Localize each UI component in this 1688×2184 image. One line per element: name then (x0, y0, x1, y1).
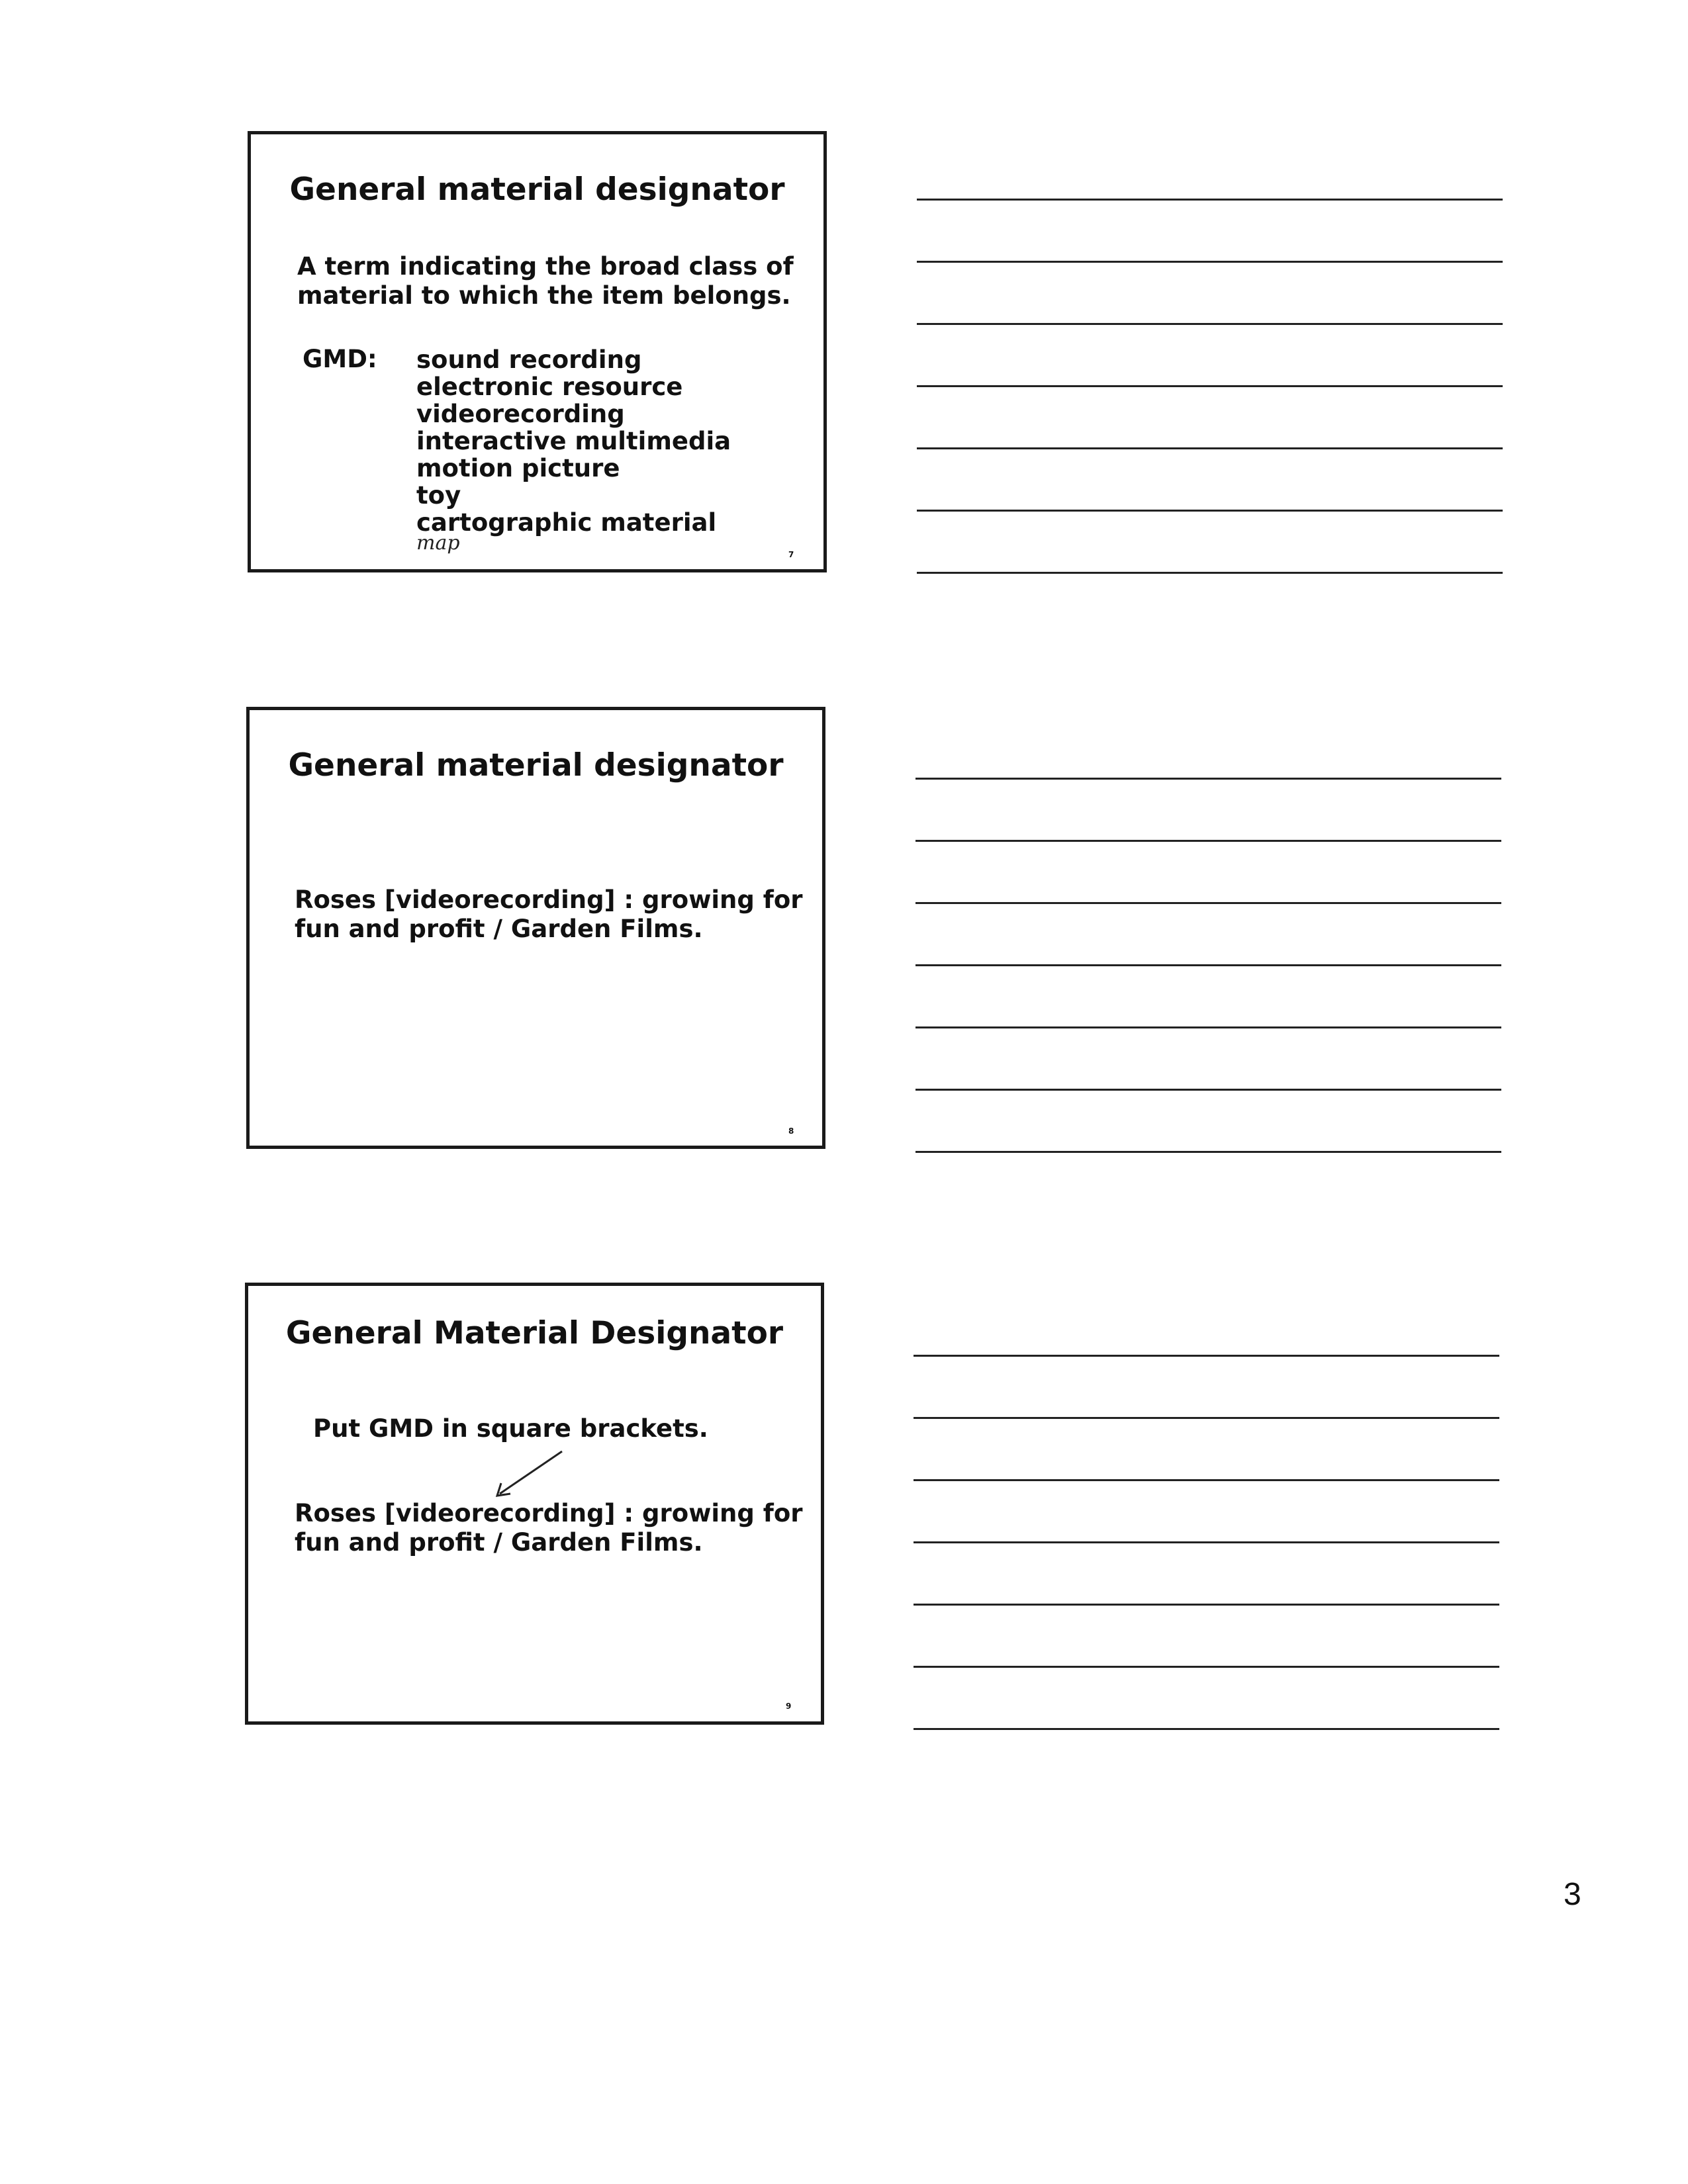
note-line (917, 385, 1503, 387)
note-line (914, 1728, 1499, 1730)
note-line (914, 1666, 1499, 1668)
note-line (917, 323, 1503, 325)
note-line (914, 1417, 1499, 1419)
slide-1-number: 7 (788, 550, 794, 559)
gmd-term: sound recording (416, 345, 642, 374)
gmd-term: interactive multimedia (416, 427, 731, 455)
slide-2-number: 8 (788, 1126, 794, 1136)
note-line (917, 261, 1503, 263)
gmd-term: electronic resource (416, 373, 683, 401)
slide-1-title: General material designator (289, 171, 785, 208)
note-line (914, 1541, 1499, 1543)
note-line (915, 1026, 1501, 1028)
handwritten-note: map (416, 531, 460, 555)
example-line-2: fun and profit / Garden Films. (295, 1528, 703, 1557)
note-line (915, 964, 1501, 966)
gmd-term-list (416, 346, 731, 536)
notes-lines-3 (914, 1355, 1499, 1752)
note-line (917, 510, 1503, 512)
page-number: 3 (1564, 1877, 1581, 1912)
note-line (915, 1151, 1501, 1153)
slide-3-example (295, 1499, 803, 1557)
note-line (915, 778, 1501, 780)
example-line-1: Roses [videorecording] : growing for (295, 886, 803, 914)
slide-1 (248, 131, 827, 572)
note-line (917, 199, 1503, 201)
slide-3-instruction: Put GMD in square brackets. (313, 1414, 708, 1443)
note-line (917, 447, 1503, 449)
arrow-pointer (491, 1447, 570, 1507)
slide-2-title: General material designator (288, 747, 784, 784)
slide-3-title: General Material Designator (285, 1315, 784, 1351)
gmd-term: cartographic material (416, 508, 717, 537)
note-line (914, 1479, 1499, 1481)
gmd-term: videorecording (416, 400, 625, 428)
example-line-1: Roses [videorecording] : growing for (295, 1499, 803, 1527)
notes-lines-2 (915, 778, 1501, 1175)
definition-line-2: material to which the item belongs. (297, 281, 791, 310)
definition-line-1: A term indicating the broad class of (297, 252, 794, 281)
slide-3-number: 9 (786, 1702, 792, 1711)
example-line-2: fun and profit / Garden Films. (295, 915, 703, 943)
note-line (915, 840, 1501, 842)
notes-lines-1 (917, 199, 1503, 596)
gmd-label: GMD: (303, 345, 377, 373)
gmd-term: toy (416, 481, 461, 510)
slide-2 (246, 707, 825, 1149)
note-line (915, 1089, 1501, 1091)
note-line (915, 902, 1501, 904)
slide-2-example (295, 886, 803, 944)
note-line (914, 1604, 1499, 1606)
note-line (917, 572, 1503, 574)
gmd-term: motion picture (416, 454, 620, 482)
slide-3 (245, 1283, 824, 1725)
note-line (914, 1355, 1499, 1357)
slide-1-definition (297, 252, 794, 310)
